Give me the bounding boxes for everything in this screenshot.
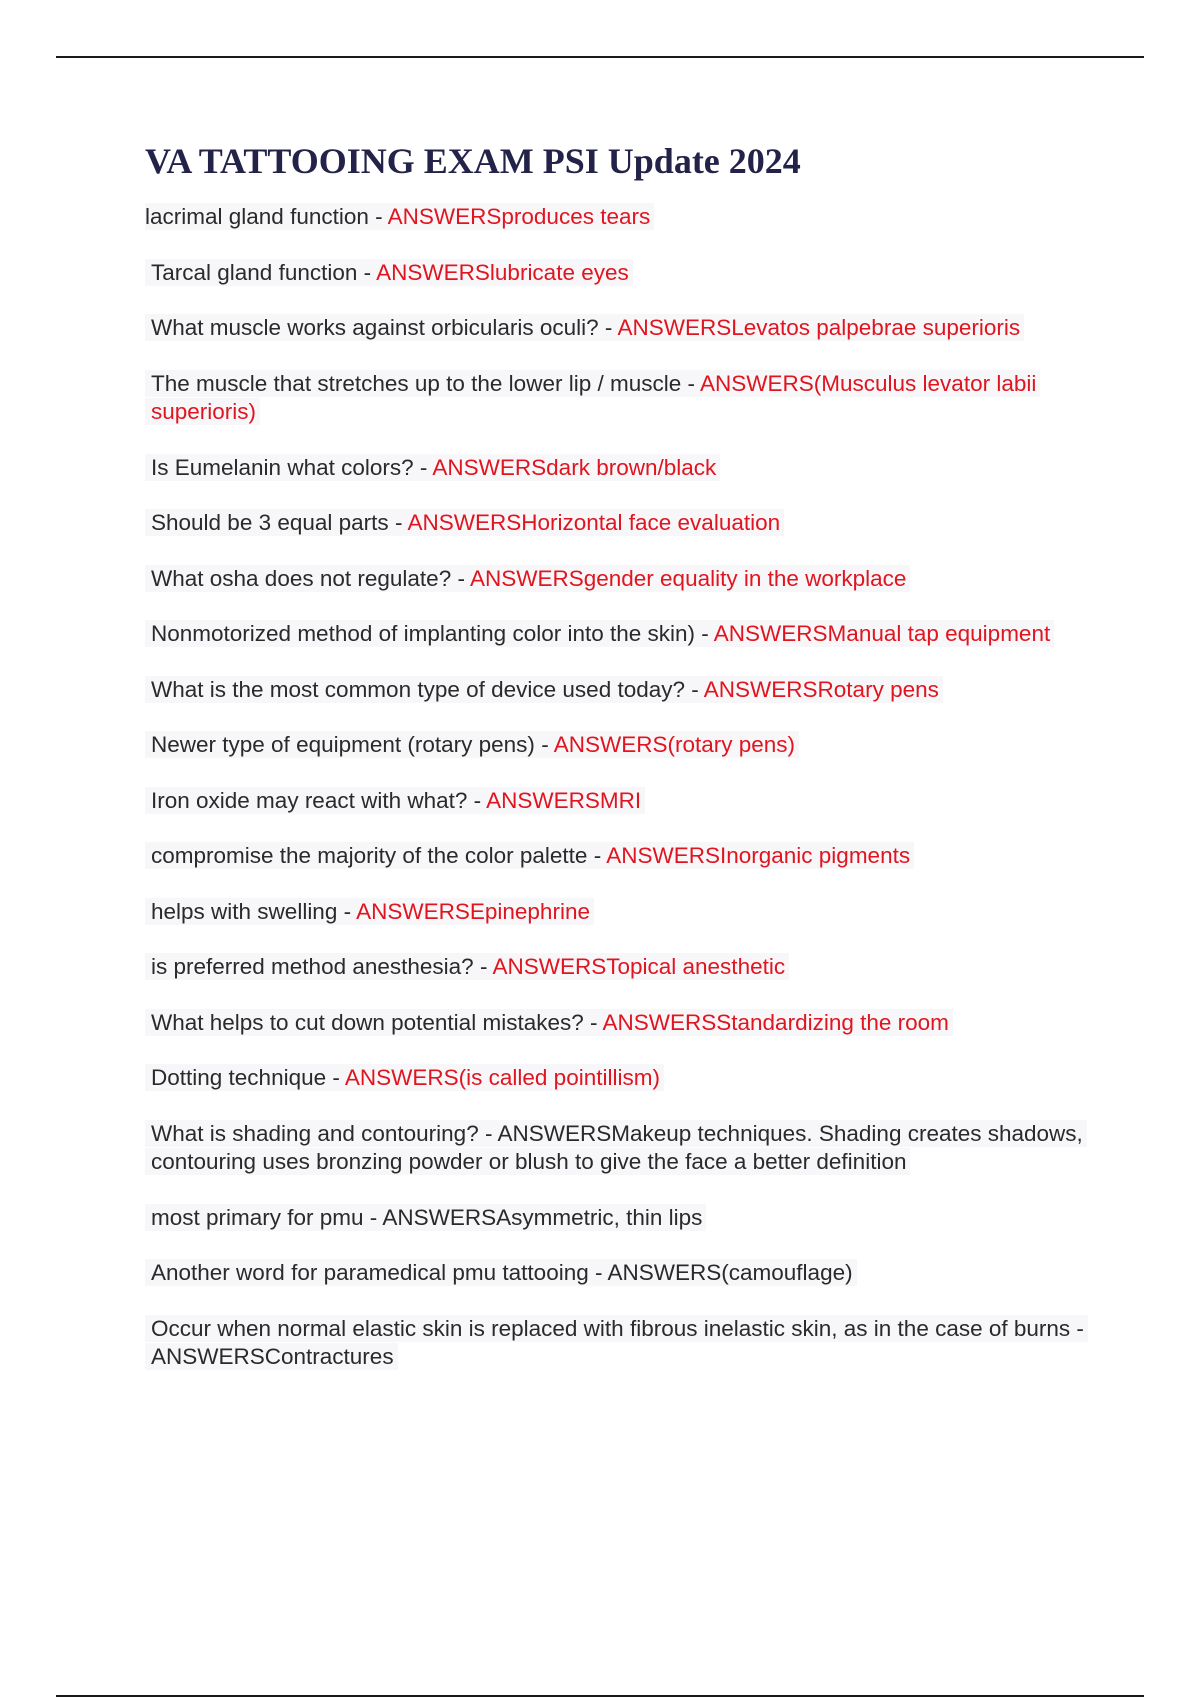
qa-item (145, 454, 1085, 483)
qa-item-text (145, 509, 784, 536)
qa-separator: - (473, 954, 493, 980)
answer-text: ANSWERSStandardizing the room (602, 1009, 949, 1035)
answer-text: ANSWERSdark brown/black (432, 454, 717, 480)
qa-item (145, 370, 1085, 427)
qa-separator: - (388, 510, 408, 536)
qa-item-text (145, 1259, 857, 1286)
qa-separator: - (337, 898, 357, 924)
qa-item (145, 509, 1085, 538)
qa-separator: - (588, 1260, 608, 1286)
qa-separator: - (451, 565, 470, 591)
answer-text: ANSWERSInorganic pigments (606, 843, 911, 869)
qa-item-text (145, 314, 1024, 341)
answer-text: ANSWERSContractures (151, 1344, 394, 1370)
qa-item-text (145, 454, 720, 481)
answer-text: ANSWERSManual tap equipment (713, 621, 1051, 647)
answer-text: ANSWERSMRI (486, 787, 642, 813)
question-text: Iron oxide may react with what? (151, 787, 468, 813)
qa-item-text (145, 370, 1040, 426)
answer-text: ANSWERSHorizontal face evaluation (407, 510, 781, 536)
answer-text: ANSWERS(Musculus levator labii superioris) (151, 370, 1037, 425)
qa-separator: - (368, 204, 388, 230)
qa-item-text (145, 731, 799, 758)
qa-item-text (145, 1064, 664, 1091)
qa-item (145, 620, 1085, 649)
answer-text: ANSWERSlubricate eyes (376, 259, 629, 285)
top-rule (56, 56, 1144, 58)
qa-item (145, 259, 1085, 288)
question-text: compromise the majority of the color palette (151, 843, 588, 869)
qa-item (145, 898, 1085, 927)
qa-item (145, 787, 1085, 816)
qa-item (145, 1204, 1085, 1233)
answer-text: ANSWERSgender equality in the workplace (469, 565, 907, 591)
qa-separator: - (357, 259, 377, 285)
qa-separator: - (695, 621, 714, 647)
question-text: most primary for pmu (151, 1204, 364, 1230)
qa-item (145, 842, 1085, 871)
question-text: Another word for paramedical pmu tattooing (151, 1260, 589, 1286)
question-text: Dotting technique (151, 1065, 327, 1091)
qa-separator: - (598, 315, 618, 341)
question-text: Occur when normal elastic skin is replaced with fibrous inelastic skin, as in the case of burns (151, 1315, 1071, 1341)
qa-item (145, 1009, 1085, 1038)
qa-item-text (145, 1204, 706, 1231)
qa-item (145, 1315, 1085, 1372)
qa-item-text (145, 1009, 953, 1036)
document-body (145, 140, 1085, 1399)
qa-item (145, 203, 1085, 232)
answer-text: ANSWERSMakeup techniques. Shading creates shadows, contouring uses bronzing powder or blush to give the face a better definition (151, 1120, 1083, 1175)
qa-item-text (145, 953, 789, 980)
qa-separator: - (534, 732, 554, 758)
question-text: What muscle works against orbicularis oculi? (151, 315, 599, 341)
qa-item (145, 731, 1085, 760)
qa-item-text (145, 620, 1054, 647)
bottom-rule (56, 1695, 1144, 1697)
qa-item (145, 314, 1085, 343)
qa-separator: - (685, 676, 704, 702)
page-title: VA TATTOOING EXAM PSI Update 2024 (145, 141, 801, 181)
qa-separator: - (478, 1120, 498, 1146)
qa-item (145, 565, 1085, 594)
qa-separator: - (363, 1204, 383, 1230)
question-text: Nonmotorized method of implanting color into the skin) (151, 621, 696, 647)
answer-text: ANSWERSAsymmetric, thin lips (382, 1204, 703, 1230)
question-text: What osha does not regulate? (151, 565, 452, 591)
qa-item-text (145, 259, 633, 286)
qa-item-text (145, 898, 594, 925)
question-text: Should be 3 equal parts (151, 510, 389, 536)
answer-text: ANSWERSRotary pens (703, 676, 939, 702)
question-text: Tarcal gland function (151, 259, 358, 285)
qa-separator: - (467, 787, 487, 813)
qa-item (145, 953, 1085, 982)
qa-separator: - (681, 370, 700, 396)
qa-item-text (145, 565, 910, 592)
qa-separator: - (1070, 1315, 1084, 1341)
qa-list (145, 203, 1085, 1372)
qa-separator: - (587, 843, 607, 869)
question-text: is preferred method anesthesia? (151, 954, 474, 980)
answer-text: ANSWERS(is called pointillism) (344, 1065, 660, 1091)
answer-text: ANSWERSEpinephrine (356, 898, 590, 924)
question-text: helps with swelling (151, 898, 338, 924)
qa-item (145, 1064, 1085, 1093)
qa-item-text (145, 676, 943, 703)
qa-item (145, 676, 1085, 705)
qa-item-text (145, 1315, 1088, 1371)
question-text: What helps to cut down potential mistakes? (151, 1009, 584, 1035)
answer-text: ANSWERSTopical anesthetic (492, 954, 786, 980)
answer-text: ANSWERSLevatos palpebrae superioris (617, 315, 1021, 341)
question-text: What is shading and contouring? (151, 1120, 479, 1146)
qa-item (145, 1259, 1085, 1288)
question-text: Newer type of equipment (rotary pens) (151, 732, 535, 758)
question-text: lacrimal gland function (145, 204, 369, 230)
qa-item-text (145, 787, 645, 814)
question-text: What is the most common type of device used today? (151, 676, 686, 702)
answer-text: ANSWERSproduces tears (387, 204, 651, 230)
qa-separator: - (413, 454, 433, 480)
qa-item (145, 1120, 1085, 1177)
qa-separator: - (583, 1009, 603, 1035)
question-text: The muscle that stretches up to the lower lip / muscle (151, 370, 682, 396)
answer-text: ANSWERS(rotary pens) (553, 732, 796, 758)
question-text: Is Eumelanin what colors? (151, 454, 414, 480)
qa-item-text (145, 842, 914, 869)
qa-separator: - (326, 1065, 345, 1091)
qa-item-text (145, 1120, 1087, 1176)
answer-text: ANSWERS(camouflage) (607, 1260, 853, 1286)
qa-item-text (145, 203, 654, 230)
